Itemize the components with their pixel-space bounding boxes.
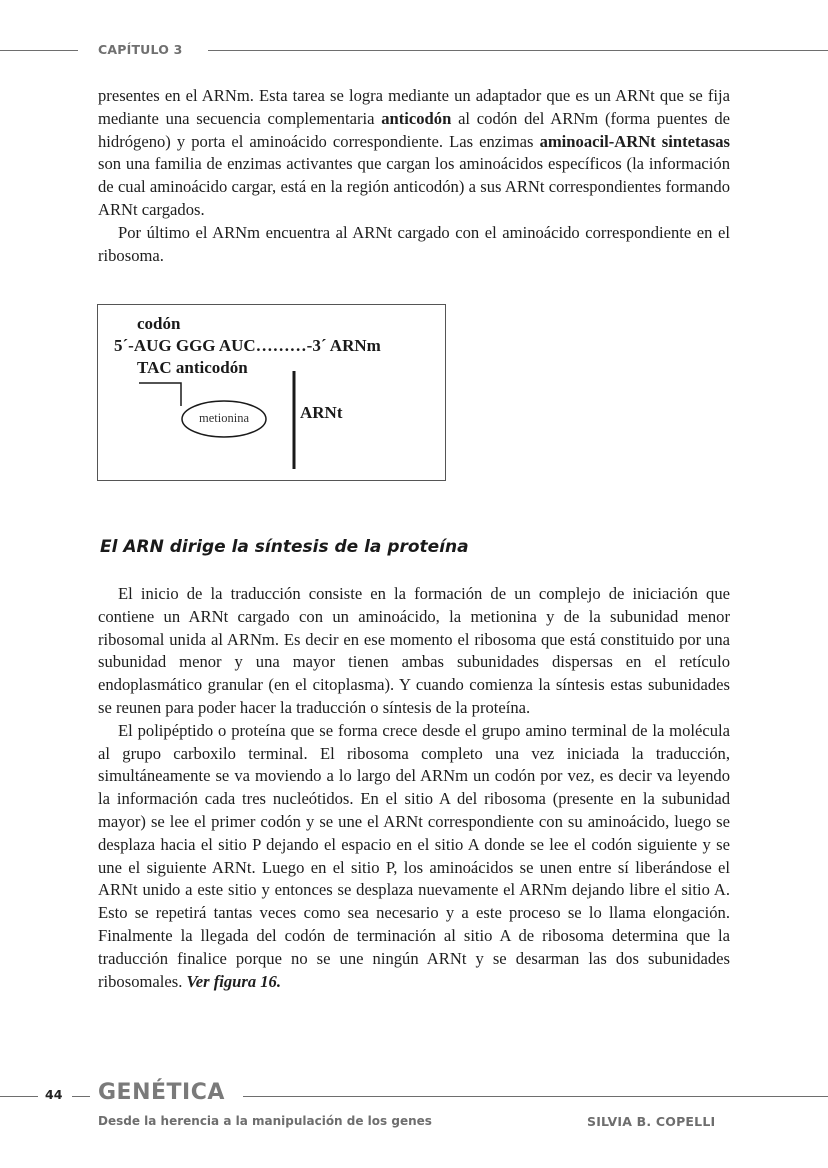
text-run: son una familia de enzimas activantes que cargan los aminoácidos específicos (la información de cual aminoácido cargar, está en la región anticodón) a sus ARNt correspondientes formando ARNt cargados. <box>98 154 730 219</box>
anticodon-label: TAC anticodón <box>137 358 248 377</box>
text-run: presentes en el ARNm. Esta tarea se logra mediante un adaptador que es un ARNt que se fija mediante una secuencia complementaria <box>98 86 730 128</box>
bracket-line <box>139 383 181 406</box>
section-paragraph-2 <box>98 720 730 994</box>
codon-anticodon-figure <box>97 304 446 481</box>
section-paragraph-1: El inicio de la traducción consiste en la formación de un complejo de iniciación que contiene un ARNt cargado con un aminoácido, la metionina y de la subunidad menor ribosomal unida al ARNm. Es decir en ese momento el ribosoma que está constituido por una subunidad menor y una mayor tienen ambas subunidades dispersas en el retículo endoplasmático granular (en el citoplasma). Y cuando comienza la síntesis estas subunidades se reunen para poder hacer la traducción o síntesis de la proteína. <box>98 584 730 717</box>
book-title: GENÉTICA <box>98 1080 225 1105</box>
chapter-label: CAPÍTULO 3 <box>98 42 183 57</box>
mrna-sequence: 5´-AUG GGG AUC………-3´ ARNm <box>114 336 381 355</box>
figure-reference: Ver figura 16. <box>186 971 282 991</box>
trna-label: ARNt <box>300 403 343 422</box>
footer-dash <box>72 1096 90 1097</box>
footer-rule-left <box>0 1096 38 1097</box>
term-aminoacil-sintetasas: aminoacil-ARNt sintetasas <box>539 131 730 151</box>
header-rule-left <box>0 50 78 51</box>
footer-rule-right <box>243 1096 828 1097</box>
book-subtitle: Desde la herencia a la manipulación de los genes <box>98 1114 432 1128</box>
codon-label: codón <box>137 314 181 333</box>
intro-paragraph-1 <box>98 85 730 222</box>
intro-paragraph-2: Por último el ARNm encuentra al ARNt cargado con el aminoácido correspondiente en el ribosoma. <box>98 222 730 265</box>
section-text <box>98 583 730 993</box>
section-title: El ARN dirige la síntesis de la proteína <box>100 537 469 557</box>
text-run: El polipéptido o proteína que se forma crece desde el grupo amino terminal de la molécula al grupo carboxilo terminal. El ribosoma completo una vez iniciada la traducción, simultáneamente se va moviendo a lo largo del ARNm un codón por vez, es decir va leyendo la información cada tres nucleótidos. En el sitio A del ribosoma (presente en la subunidad mayor) se lee el primer codón y se une el ARNt correspondiente con su aminoácido, luego se desplaza hacia el sitio P dejando el espacio en el sitio A donde se lee el codón siguiente y se une el siguiente ARNt. Luego en el sitio P, los aminoácidos se unen entre sí liberándose el ARNt unido a este sitio y entonces se desplaza nuevamente el ARNm dejando libre el sitio A. Esto se repetirá tantas veces como sea necesario y a este proceso se lo llama elongación. Finalmente la llegada del codón de terminación al sitio A de ribosoma determina que la traducción finalice porque no se une ningún ARNt y se desarman las dos subunidades ribosomales. <box>98 720 730 991</box>
intro-text <box>98 85 730 267</box>
term-anticodon: anticodón <box>381 108 452 128</box>
page-number: 44 <box>45 1087 63 1102</box>
text-run: al codón del ARNm (forma puentes de hidrógeno) y porta el aminoácido correspondiente. Las enzimas <box>98 108 730 151</box>
amino-acid-label: metionina <box>199 411 249 425</box>
author-name: SILVIA B. COPELLI <box>587 1114 716 1129</box>
header-rule-right <box>208 50 828 51</box>
